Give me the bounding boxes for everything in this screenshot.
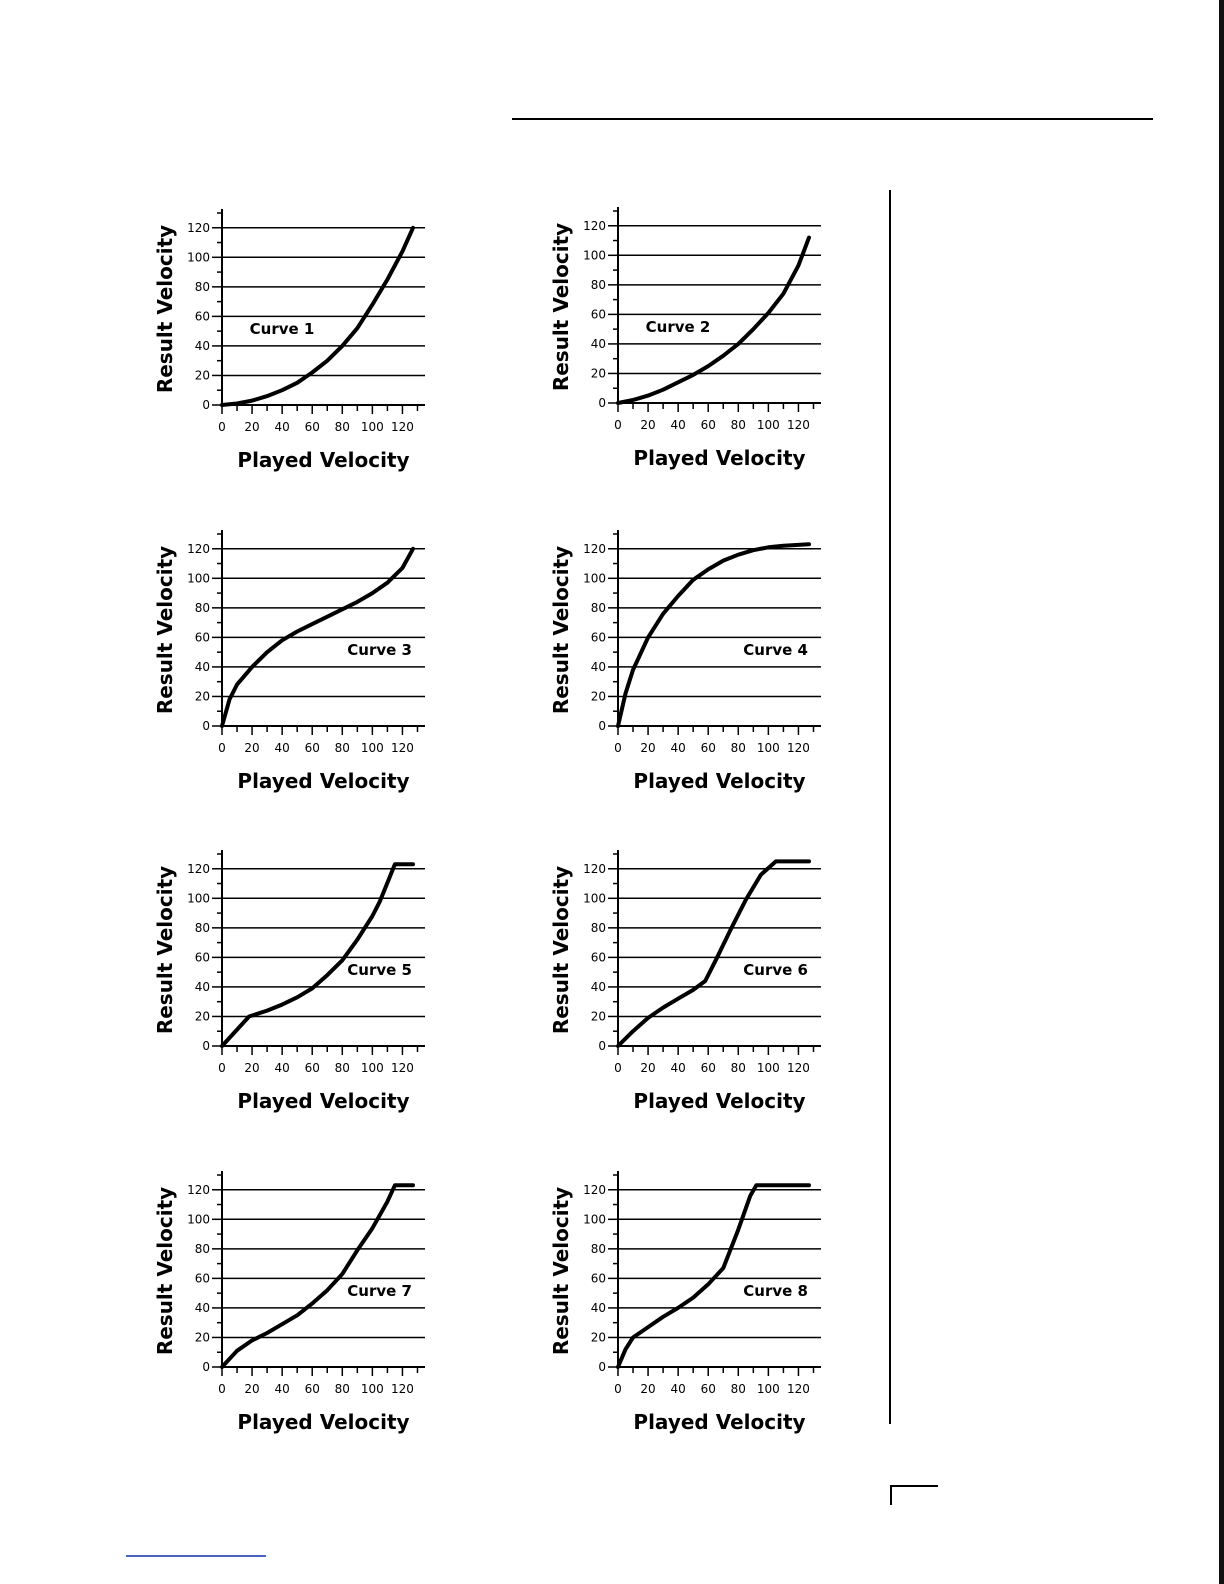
y-tick-label: 0 [202,719,210,733]
x-axis-title: Played Velocity [237,769,410,793]
y-tick-label: 120 [583,861,606,876]
y-tick-label: 100 [187,250,210,265]
x-tick-label: 60 [700,1061,716,1075]
x-tick-label: 60 [700,1382,716,1396]
curve-title: Curve 4 [743,641,808,659]
velocity-curve-chart-7 [150,1167,450,1447]
x-tick-label: 0 [218,420,226,434]
y-tick-label: 80 [194,600,210,615]
x-tick-label: 20 [640,418,656,432]
y-axis-title: Result Velocity [153,865,177,1035]
y-tick-label: 120 [583,541,606,556]
x-tick-label: 100 [360,420,384,434]
y-tick-label: 120 [187,541,210,556]
y-tick-label: 20 [194,1009,210,1024]
y-axis-title: Result Velocity [153,545,177,715]
y-axis-title: Result Velocity [549,222,573,392]
x-tick-label: 0 [614,1382,622,1396]
x-tick-label: 40 [670,1061,686,1075]
x-axis-title: Played Velocity [633,1410,806,1434]
y-tick-label: 60 [590,307,606,322]
y-axis-title: Result Velocity [549,545,573,715]
y-tick-label: 20 [194,368,210,383]
velocity-curve-line [618,1185,809,1367]
x-tick-label: 40 [274,420,290,434]
y-tick-label: 120 [187,220,210,235]
x-tick-label: 120 [390,1382,414,1396]
x-tick-label: 40 [274,1061,290,1075]
y-tick-label: 100 [583,1212,606,1227]
x-axis-title: Played Velocity [633,446,806,470]
x-tick-label: 60 [700,741,716,755]
x-tick-label: 20 [640,1061,656,1075]
x-tick-label: 60 [304,420,320,434]
x-tick-label: 60 [700,418,716,432]
x-tick-label: 0 [218,1061,226,1075]
velocity-curve-chart-2 [546,203,846,483]
y-tick-label: 40 [194,979,210,994]
x-tick-label: 120 [786,1061,810,1075]
x-tick-label: 80 [334,420,350,434]
x-tick-label: 20 [244,741,260,755]
y-tick-label: 40 [590,1300,606,1315]
bottom-link-underline[interactable] [126,1555,266,1557]
x-tick-label: 20 [640,741,656,755]
y-tick-label: 20 [194,1330,210,1345]
velocity-curve-line [618,861,809,1046]
y-tick-label: 80 [194,1241,210,1256]
x-tick-label: 100 [756,741,780,755]
velocity-curve-chart-3 [150,526,450,806]
header-rule [512,118,1153,120]
y-tick-label: 120 [583,218,606,233]
curve-title: Curve 3 [347,641,412,659]
margin-rule [889,190,891,1424]
footer-corner-mark-horizontal [890,1485,938,1487]
y-tick-label: 60 [194,309,210,324]
y-tick-label: 80 [590,277,606,292]
curve-title: Curve 7 [347,1282,412,1300]
y-axis-title: Result Velocity [153,1186,177,1356]
x-tick-label: 120 [786,1382,810,1396]
x-tick-label: 20 [244,1061,260,1075]
x-tick-label: 100 [756,1061,780,1075]
y-tick-label: 60 [194,950,210,965]
x-tick-label: 40 [670,1382,686,1396]
page-edge-bar [1219,0,1224,1584]
x-tick-label: 100 [756,1382,780,1396]
y-tick-label: 20 [590,689,606,704]
y-axis-title: Result Velocity [153,224,177,394]
x-tick-label: 120 [390,420,414,434]
x-axis-title: Played Velocity [633,1089,806,1113]
x-tick-label: 0 [614,418,622,432]
x-tick-label: 20 [640,1382,656,1396]
x-tick-label: 0 [614,1061,622,1075]
y-tick-label: 100 [187,571,210,586]
x-tick-label: 120 [786,418,810,432]
x-tick-label: 0 [218,741,226,755]
velocity-curve-chart-5 [150,846,450,1126]
x-tick-label: 100 [360,1382,384,1396]
y-tick-label: 80 [194,920,210,935]
curve-title: Curve 5 [347,961,412,979]
y-tick-label: 80 [590,600,606,615]
y-axis-title: Result Velocity [549,1186,573,1356]
x-tick-label: 60 [304,741,320,755]
y-tick-label: 60 [590,630,606,645]
x-tick-label: 0 [218,1382,226,1396]
curve-title: Curve 6 [743,961,808,979]
y-tick-label: 40 [590,336,606,351]
y-axis-title: Result Velocity [549,865,573,1035]
y-tick-label: 40 [590,659,606,674]
x-tick-label: 120 [390,1061,414,1075]
x-tick-label: 80 [334,1382,350,1396]
x-tick-label: 20 [244,420,260,434]
x-tick-label: 80 [334,741,350,755]
y-tick-label: 20 [590,1330,606,1345]
curve-title: Curve 8 [743,1282,808,1300]
x-tick-label: 120 [786,741,810,755]
y-tick-label: 40 [194,1300,210,1315]
x-tick-label: 80 [730,1061,746,1075]
x-axis-title: Played Velocity [633,769,806,793]
velocity-curve-line [618,544,809,726]
x-tick-label: 20 [244,1382,260,1396]
footer-corner-mark [890,1485,892,1505]
y-tick-label: 60 [194,1271,210,1286]
y-tick-label: 120 [583,1182,606,1197]
x-tick-label: 120 [390,741,414,755]
y-tick-label: 40 [194,659,210,674]
y-tick-label: 40 [590,979,606,994]
x-tick-label: 40 [274,1382,290,1396]
y-tick-label: 120 [187,861,210,876]
y-tick-label: 80 [194,279,210,294]
y-tick-label: 120 [187,1182,210,1197]
y-tick-label: 60 [194,630,210,645]
x-tick-label: 100 [360,1061,384,1075]
curve-title: Curve 1 [249,320,315,338]
velocity-curve-chart-1 [150,205,450,485]
y-tick-label: 80 [590,1241,606,1256]
y-tick-label: 20 [194,689,210,704]
x-tick-label: 40 [670,741,686,755]
y-tick-label: 0 [598,1039,606,1053]
velocity-curve-line [222,864,413,1046]
y-tick-label: 60 [590,950,606,965]
x-tick-label: 80 [730,741,746,755]
x-tick-label: 80 [334,1061,350,1075]
y-tick-label: 0 [598,1360,606,1374]
y-tick-label: 0 [598,396,606,410]
y-tick-label: 80 [590,920,606,935]
x-axis-title: Played Velocity [237,448,410,472]
x-axis-title: Played Velocity [237,1410,410,1434]
y-tick-label: 100 [583,571,606,586]
x-tick-label: 60 [304,1061,320,1075]
x-tick-label: 80 [730,418,746,432]
x-tick-label: 0 [614,741,622,755]
y-tick-label: 100 [583,891,606,906]
x-tick-label: 100 [360,741,384,755]
y-tick-label: 20 [590,1009,606,1024]
y-tick-label: 60 [590,1271,606,1286]
velocity-curve-chart-4 [546,526,846,806]
x-tick-label: 100 [756,418,780,432]
velocity-curve-chart-6 [546,846,846,1126]
y-tick-label: 100 [583,248,606,263]
velocity-curve-line [222,1185,413,1367]
y-tick-label: 20 [590,366,606,381]
x-axis-title: Played Velocity [237,1089,410,1113]
curve-title: Curve 2 [645,318,711,336]
y-tick-label: 100 [187,1212,210,1227]
y-tick-label: 0 [202,1360,210,1374]
y-tick-label: 0 [598,719,606,733]
x-tick-label: 40 [670,418,686,432]
x-tick-label: 40 [274,741,290,755]
y-tick-label: 100 [187,891,210,906]
velocity-curve-chart-8 [546,1167,846,1447]
y-tick-label: 0 [202,1039,210,1053]
x-tick-label: 80 [730,1382,746,1396]
x-tick-label: 60 [304,1382,320,1396]
y-tick-label: 40 [194,338,210,353]
y-tick-label: 0 [202,398,210,412]
